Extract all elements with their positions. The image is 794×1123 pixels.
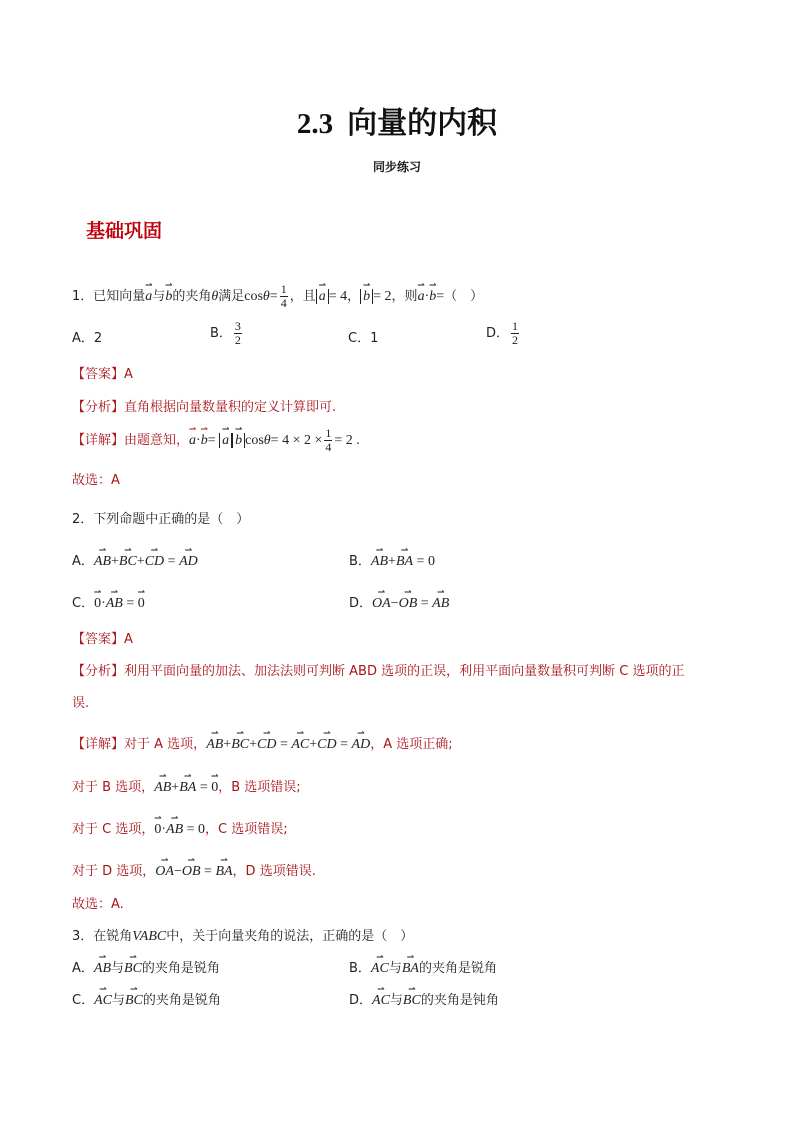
question-1-option-d[interactable]: D． $\frac{1}{2}$ (486, 319, 519, 347)
question-2-answer: 【答案】A (72, 632, 133, 647)
page-title (0, 98, 794, 142)
question-1-option-b[interactable]: B． $\frac{3}{2}$ (210, 319, 241, 347)
title-text: 向量的内积 (347, 106, 498, 141)
question-2-stem: 2．下列命题中正确的是（ ） (72, 512, 250, 527)
question-2-analysis-line-2: 误. (72, 696, 90, 711)
question-2-option-d[interactable]: D．⇀ OA−⇀ OB = ⇀ AB (349, 592, 449, 612)
page-subtitle: 同步练习 (372, 160, 421, 174)
question-2-analysis-line-1: 【分析】利用平面向量的加法、加法法则可判断 ABD 选项的正误，利用平面向量数量积可判断 C 选项的正 (72, 664, 685, 679)
question-3-option-b[interactable]: B．⇀ AC与⇀ BA的夹角是锐角 (349, 957, 497, 977)
question-3-option-c[interactable]: C．⇀ AC与⇀ BC的夹角是锐角 (72, 989, 221, 1009)
question-3-stem: 3．在锐角VABC中，关于向量夹角的说法，正确的是（ ） (72, 929, 414, 944)
question-1-choose: 故选：A (72, 473, 120, 488)
question-2-detail-b: 对于 B 选项，⇀ AB+⇀ BA = ⇀ 0，B 选项错误; (72, 776, 301, 796)
section-heading: 基础巩固 (86, 220, 163, 242)
question-1-stem: 1．已知向量⇀ a与⇀ b的夹角θ满足cosθ= $\frac{1}{4}$ ，且⇀ a = 4，⇀ b = 2，则⇀ a·⇀ b=（ ） (72, 283, 483, 310)
question-3-option-a[interactable]: A．⇀ AB与⇀ BC的夹角是锐角 (72, 957, 220, 977)
question-3-option-d[interactable]: D．⇀ AC与⇀ BC的夹角是钝角 (349, 989, 499, 1009)
question-2-detail-a: 【详解】对于 A 选项，⇀ AB+⇀ BC+⇀ CD = ⇀ AC+⇀ CD = ⇀ AD，A 选项正确; (72, 733, 453, 753)
question-1-option-a[interactable]: A．2 (72, 331, 103, 346)
question-2-detail-d: 对于 D 选项，⇀ OA−⇀ OB = ⇀ BA，D 选项错误. (72, 860, 316, 880)
question-1-option-c[interactable]: C．1 (348, 331, 379, 346)
question-1-answer: 【答案】A (72, 367, 133, 382)
question-2-option-a[interactable]: A．⇀ AB+⇀ BC+⇀ CD = ⇀ AD (72, 550, 198, 570)
question-1-analysis: 【分析】直角根据向量数量积的定义计算即可. (72, 400, 337, 415)
question-2-option-b[interactable]: B．⇀ AB+⇀ BA = 0 (349, 550, 435, 570)
question-2-option-c[interactable]: C．⇀ 0·⇀ AB = ⇀ 0 (72, 592, 145, 612)
title-number: 2.3 (296, 108, 334, 140)
question-2-detail-c: 对于 C 选项，⇀ 0·⇀ AB = 0，C 选项错误; (72, 818, 288, 838)
question-1-detail: 【详解】由题意知，⇀ a·⇀ b= ⇀ a⇀ b cosθ= 4 × 2 × $\frac{1}{4}$ = 2 . (72, 427, 360, 454)
question-2-choose: 故选：A. (72, 897, 124, 912)
